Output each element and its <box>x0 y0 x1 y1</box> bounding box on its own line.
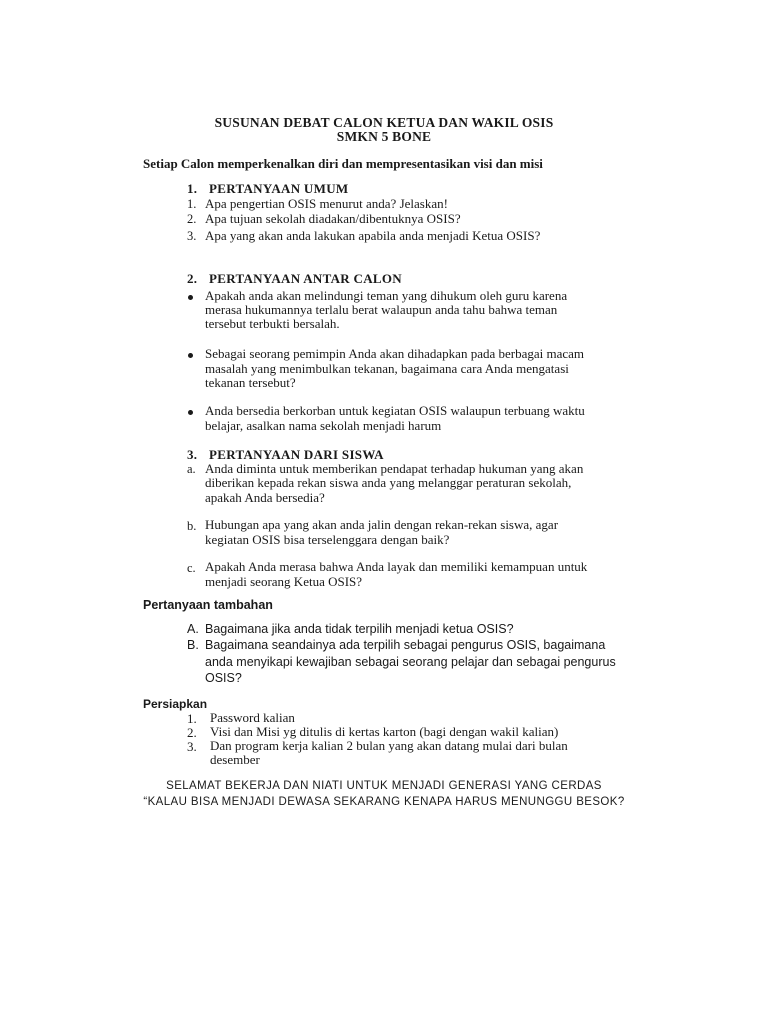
bullet-icon <box>188 295 193 300</box>
document-title-line1: SUSUNAN DEBAT CALON KETUA DAN WAKIL OSIS <box>214 115 554 130</box>
list-item-line: Anda diminta untuk memberikan pendapat terhadap hukuman yang akan <box>205 461 584 476</box>
list-item-line: Password kalian <box>210 710 295 725</box>
document-title-line2: SMKN 5 BONE <box>336 129 432 144</box>
section-2-title: PERTANYAAN ANTAR CALON <box>209 271 402 286</box>
list-item-line: anda menyikapi kewajiban sebagai seorang pelajar dan sebagai pengurus <box>205 655 616 669</box>
list-marker: 1. <box>187 711 197 726</box>
list-item-line: tersebut terbukti bersalah. <box>205 316 340 331</box>
section-1-heading <box>187 181 348 197</box>
list-item-line: Dan program kerja kalian 2 bulan yang akan datang mulai dari bulan <box>210 738 568 753</box>
list-marker: 3. <box>187 739 197 754</box>
closing-line2: “KALAU BISA MENJADI DEWASA SEKARANG KENAPA HARUS MENUNGGU BESOK? <box>143 796 625 808</box>
list-marker: A. <box>187 622 199 636</box>
list-item-line: Sebagai seorang pemimpin Anda akan dihadapkan pada berbagai macam <box>205 346 585 361</box>
list-item-line: kegiatan OSIS bisa terselenggara dengan baik? <box>205 532 450 547</box>
list-item-line: desember <box>210 752 260 767</box>
list-item-line: belajar, asalkan nama sekolah menjadi harum <box>205 418 442 433</box>
list-item-text: Apa pengertian OSIS menurut anda? Jelaskan! <box>205 196 448 211</box>
list-marker: a. <box>187 462 196 476</box>
persiapkan-heading: Persiapkan <box>143 697 208 711</box>
intro-text: Setiap Calon memperkenalkan diri dan mempresentasikan visi dan misi <box>143 156 543 171</box>
list-marker: c. <box>187 561 196 575</box>
list-item-line: Bagaimana jika anda tidak terpilih menjadi ketua OSIS? <box>205 622 514 636</box>
list-item-text: Apa yang akan anda lakukan apabila anda menjadi Ketua OSIS? <box>205 228 541 243</box>
list-marker: b. <box>187 519 197 533</box>
closing-line1: SELAMAT BEKERJA DAN NIATI UNTUK MENJADI GENERASI YANG CERDAS <box>166 780 602 792</box>
section-2-number: 2. <box>187 271 198 286</box>
bullet-icon <box>188 353 193 358</box>
list-item-line: Apakah Anda merasa bahwa Anda layak dan memiliki kemampuan untuk <box>205 559 588 574</box>
list-item-line: OSIS? <box>205 671 242 685</box>
list-item-line: menjadi seorang Ketua OSIS? <box>205 574 363 589</box>
list-item-line: Hubungan apa yang akan anda jalin dengan rekan-rekan siswa, agar <box>205 517 559 532</box>
section-1-number: 1. <box>187 181 198 196</box>
list-marker: 2. <box>187 725 197 740</box>
list-item-line: merasa hukumannya terlalu berat walaupun anda tahu bahwa teman <box>205 302 558 317</box>
list-item-line: Visi dan Misi yg ditulis di kertas karton (bagi dengan wakil kalian) <box>210 724 559 739</box>
list-item-line: masalah yang menimbulkan tekanan, bagaimana cara Anda mengatasi <box>205 361 569 376</box>
tambahan-heading: Pertanyaan tambahan <box>143 598 273 612</box>
list-marker: 3. <box>187 229 197 243</box>
section-2-heading <box>187 271 402 287</box>
list-item-line: tekanan tersebut? <box>205 375 296 390</box>
list-item-line: Apakah anda akan melindungi teman yang dihukum oleh guru karena <box>205 288 568 303</box>
list-marker: 2. <box>187 212 197 226</box>
list-marker: 1. <box>187 197 197 211</box>
section-1-title: PERTANYAAN UMUM <box>209 181 349 196</box>
list-item-line: Anda bersedia berkorban untuk kegiatan OSIS walaupun terbuang waktu <box>205 403 585 418</box>
list-item-text: Apa tujuan sekolah diadakan/dibentuknya OSIS? <box>205 211 461 226</box>
section-3-number: 3. <box>187 447 198 462</box>
list-marker: B. <box>187 638 199 652</box>
list-item-line: diberikan kepada rekan siswa anda yang melanggar peraturan sekolah, <box>205 475 572 490</box>
list-item-line: apakah Anda bersedia? <box>205 490 325 505</box>
section-3-title: PERTANYAAN DARI SISWA <box>209 447 384 462</box>
bullet-icon <box>188 410 193 415</box>
list-item-line: Bagaimana seandainya ada terpilih sebagai pengurus OSIS, bagaimana <box>205 638 606 652</box>
